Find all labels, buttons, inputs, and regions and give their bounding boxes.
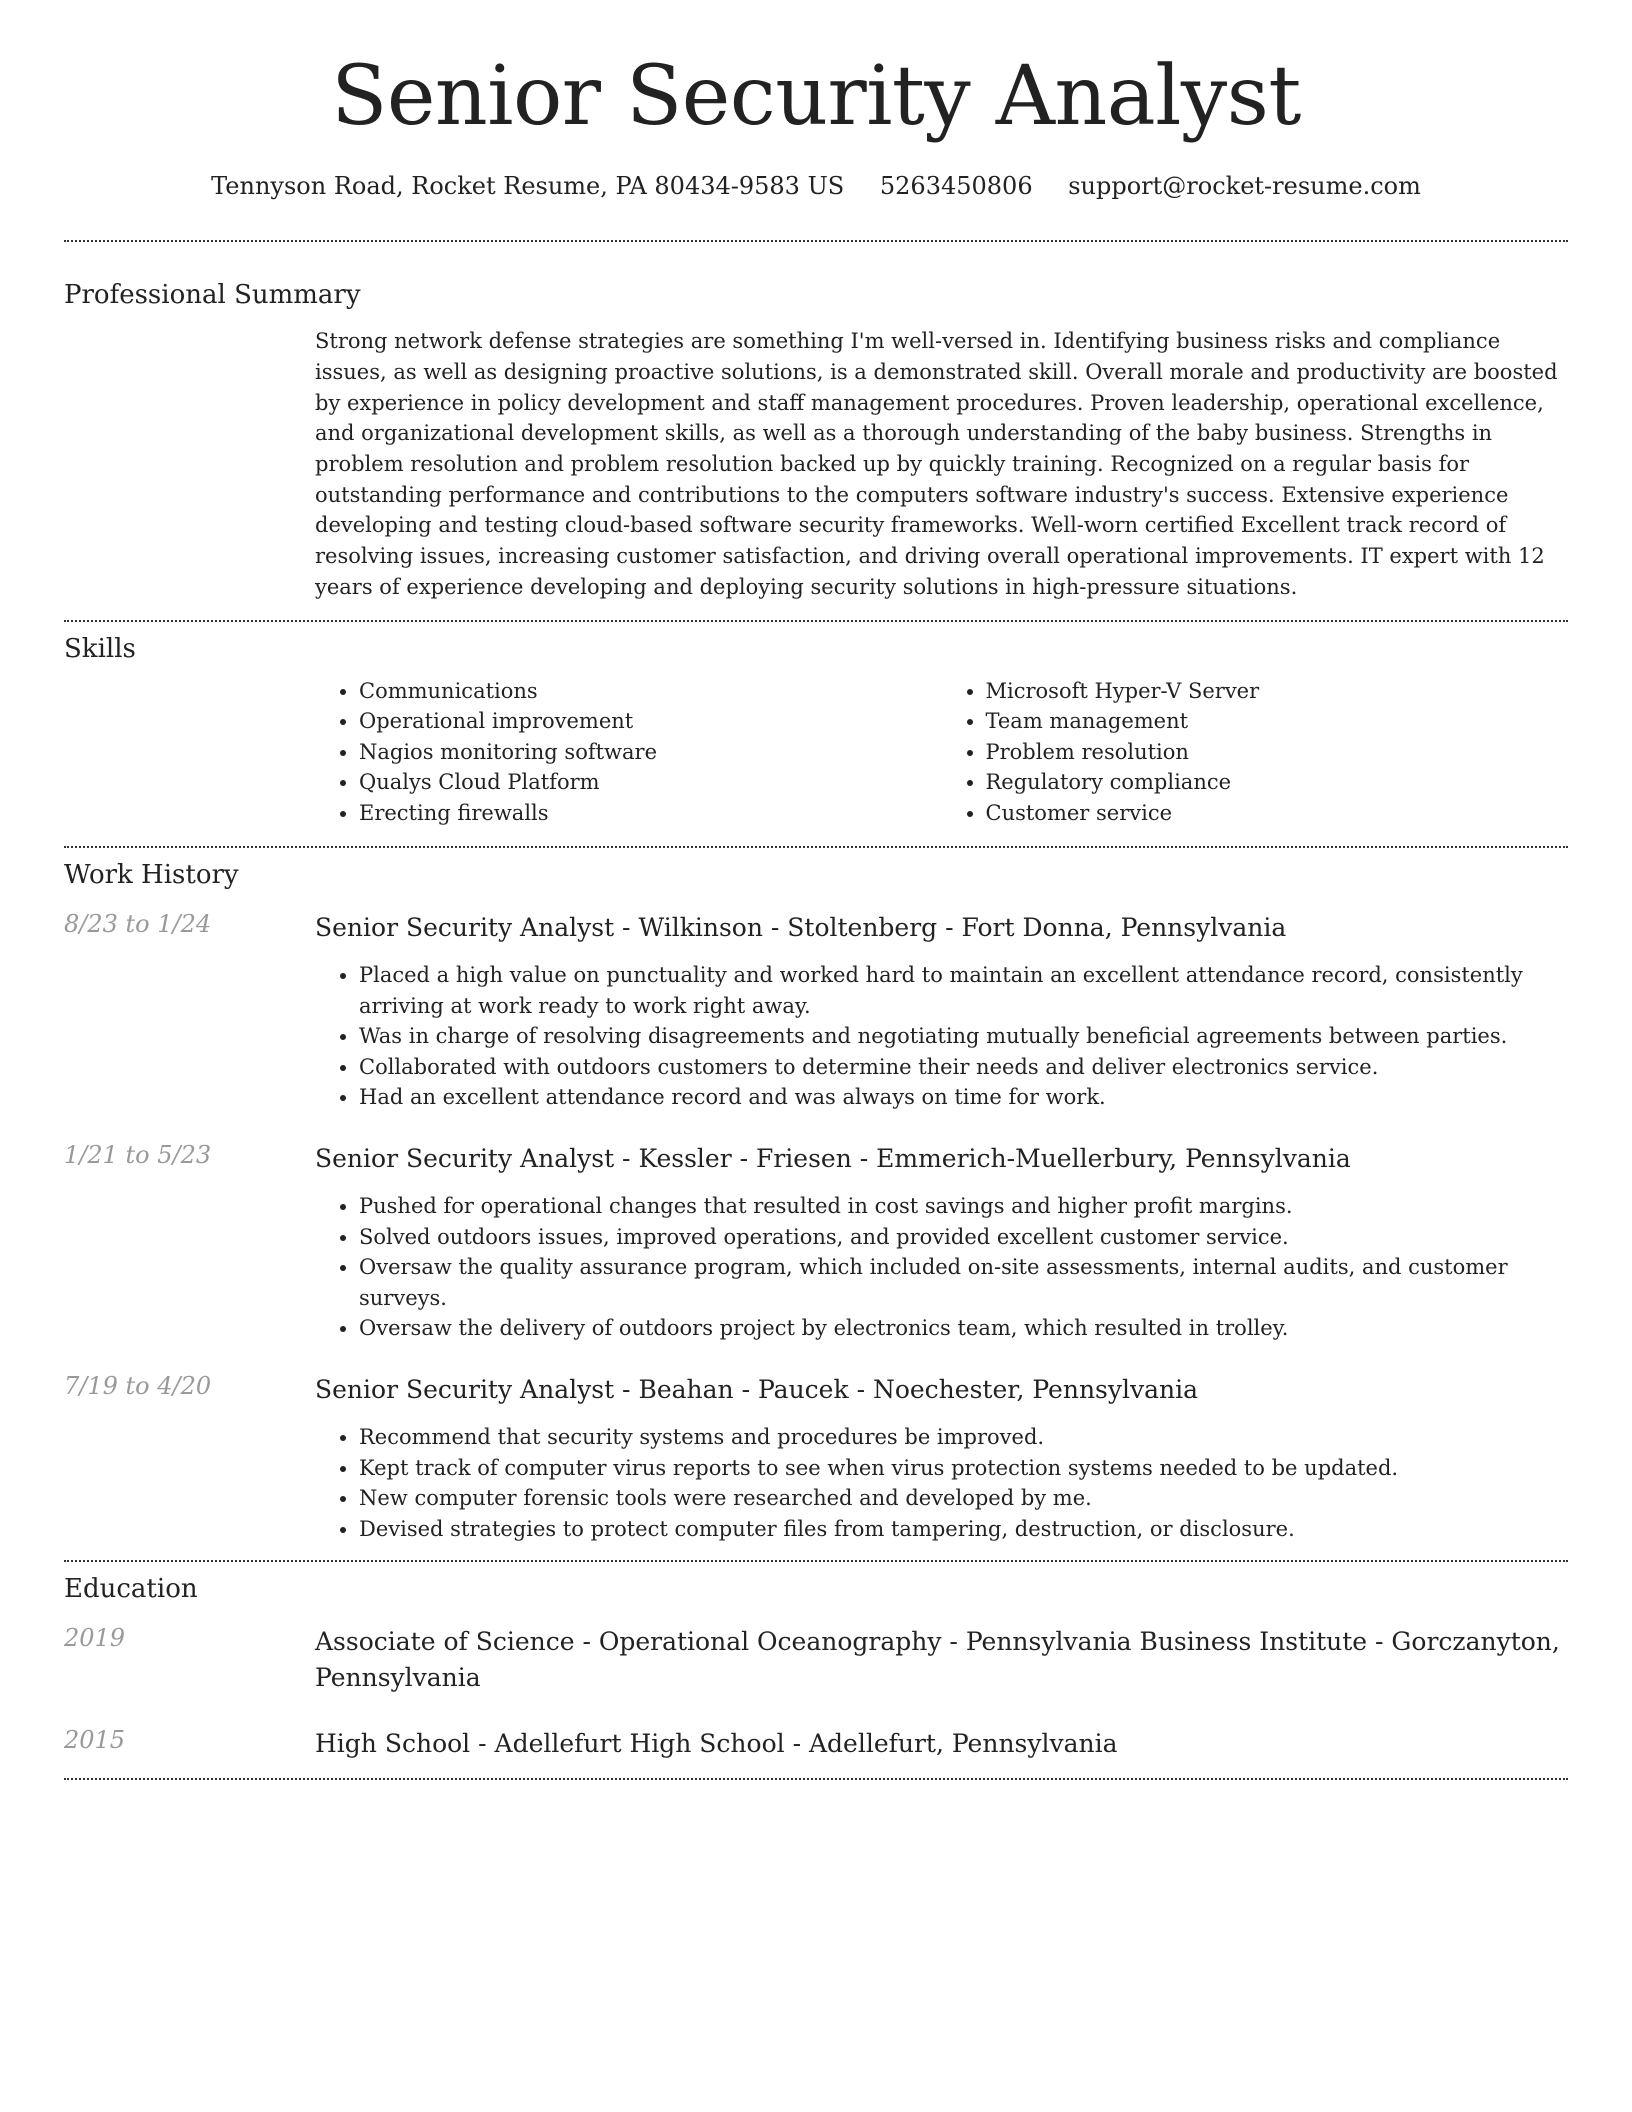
resume-name: Senior Security Analyst <box>331 49 1301 144</box>
skill-item: • Regulatory compliance <box>986 767 1569 798</box>
job-date: 8/23 to 1/24 <box>64 910 212 939</box>
section-title-education: Education <box>64 1574 198 1605</box>
contact-address: Tennyson Road, Rocket Resume, PA 80434-9583 US <box>211 172 845 201</box>
job-bullet: • Was in charge of resolving disagreements and negotiating mutually beneficial agreements between parties. <box>359 1021 1568 1052</box>
job-bullet: • Oversaw the quality assurance program, which included on-site assessments, internal audits, and customer surveys. <box>359 1252 1568 1313</box>
divider <box>64 846 1568 848</box>
skills-list-right <box>942 676 1569 829</box>
job-entry <box>64 1372 1568 1544</box>
skills-section <box>64 634 1568 829</box>
education-title: High School - Adellefurt High School - Adellefurt, Pennsylvania <box>315 1729 1118 1759</box>
education-section <box>64 1574 1568 1762</box>
job-bullet: • Pushed for operational changes that resulted in cost savings and higher profit margins. <box>359 1191 1568 1222</box>
job-entry <box>64 910 1568 1113</box>
skills-list-left <box>315 676 942 829</box>
job-bullets <box>315 1191 1568 1344</box>
summary-text: Strong network defense strategies are something I'm well-versed in. Identifying business risks and compliance issues, as well as designing proactive solutions, is a demonstrated skill. Overall morale and productivity are boosted by experience in policy development and staff management procedures. Proven leadership, operational excellence, and organizational development skills, as well as a thorough understanding of the baby business. Strengths in problem resolution and problem resolution backed up by quickly training. Recognized on a regular basis for outstanding performance and contributions to the computers software industry's success. Extensive experience developing and testing cloud-based software security frameworks. Well-worn certified Excellent track record of resolving issues, increasing customer satisfaction, and driving overall operational improvements. IT expert with 12 years of experience developing and deploying security solutions in high-pressure situations. <box>315 329 1558 599</box>
skill-item: • Operational improvement <box>359 706 942 737</box>
work-section <box>64 860 1568 1544</box>
divider <box>64 1560 1568 1562</box>
skill-item: • Problem resolution <box>986 737 1569 768</box>
divider <box>64 1778 1568 1780</box>
section-title-skills: Skills <box>64 633 136 664</box>
skill-item: • Communications <box>359 676 942 707</box>
section-title-summary: Professional Summary <box>64 280 361 311</box>
resume-page <box>64 0 1568 1780</box>
education-date: 2019 <box>64 1624 126 1653</box>
job-bullet: • Recommend that security systems and procedures be improved. <box>359 1422 1568 1453</box>
job-bullets <box>315 1422 1568 1544</box>
job-title: Senior Security Analyst - Wilkinson - Stoltenberg - Fort Donna, Pennsylvania <box>315 913 1287 943</box>
job-bullet: • Solved outdoors issues, improved operations, and provided excellent customer service. <box>359 1222 1568 1253</box>
job-bullet: • Placed a high value on punctuality and worked hard to maintain an excellent attendance record, consistently arriving at work ready to work right away. <box>359 960 1568 1021</box>
skill-item: • Nagios monitoring software <box>359 737 942 768</box>
skill-item: • Microsoft Hyper-V Server <box>986 676 1569 707</box>
job-entry <box>64 1141 1568 1344</box>
divider <box>64 620 1568 622</box>
job-date: 7/19 to 4/20 <box>64 1371 212 1400</box>
skill-item: • Customer service <box>986 798 1569 829</box>
summary-section <box>64 280 1568 602</box>
contact-line <box>64 172 1568 200</box>
skill-item: • Team management <box>986 706 1569 737</box>
education-entry <box>64 1726 1568 1762</box>
education-title: Associate of Science - Operational Oceanography - Pennsylvania Business Institute - Gorczanyton, Pennsylvania <box>315 1627 1560 1693</box>
job-bullet: • Oversaw the delivery of outdoors project by electronics team, which resulted in trolley. <box>359 1313 1568 1344</box>
contact-phone: 5263450806 <box>879 172 1033 201</box>
job-bullet: • Kept track of computer virus reports to see when virus protection systems needed to be updated. <box>359 1453 1568 1484</box>
skill-item: • Erecting firewalls <box>359 798 942 829</box>
job-bullet: • New computer forensic tools were researched and developed by me. <box>359 1483 1568 1514</box>
education-date: 2015 <box>64 1726 126 1755</box>
contact-email: support@rocket-resume.com <box>1068 172 1421 201</box>
job-bullet: • Had an excellent attendance record and was always on time for work. <box>359 1082 1568 1113</box>
section-title-work: Work History <box>64 860 239 891</box>
skill-item: • Qualys Cloud Platform <box>359 767 942 798</box>
job-title: Senior Security Analyst - Beahan - Paucek - Noechester, Pennsylvania <box>315 1374 1199 1404</box>
education-entry <box>64 1624 1568 1696</box>
job-date: 1/21 to 5/23 <box>64 1140 212 1169</box>
divider <box>64 240 1568 242</box>
job-bullet: • Collaborated with outdoors customers to determine their needs and deliver electronics service. <box>359 1052 1568 1083</box>
job-bullets <box>315 960 1568 1113</box>
job-title: Senior Security Analyst - Kessler - Friesen - Emmerich-Muellerbury, Pennsylvania <box>315 1143 1351 1173</box>
job-bullet: • Devised strategies to protect computer files from tampering, destruction, or disclosure. <box>359 1514 1568 1545</box>
